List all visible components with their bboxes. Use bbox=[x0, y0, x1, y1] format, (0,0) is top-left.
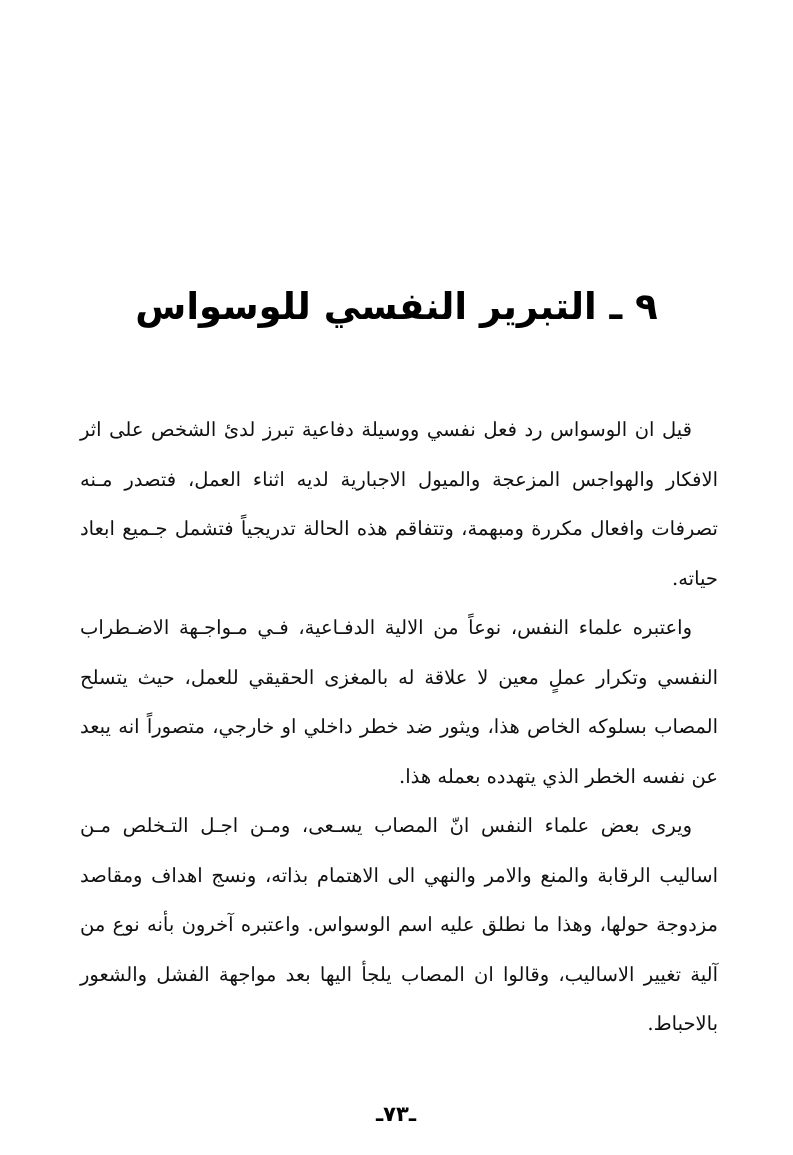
paragraph-2: واعتبره علماء النفس، نوعاً من الالية الدفـاعية، فـي مـواجـهة الاضـطراب النفسي وتكرار عملٍ معين لا علاقة له بالمغزى الحقيقي للعمل، حيث يتسلح المصاب بسلوكه الخاص هذا، ويثور ضد خطر داخلي او خارجي، متصوراً انه يبعد عن نفسه الخطر الذي يتهدده بعمله هذا. bbox=[80, 616, 718, 788]
body-text bbox=[80, 405, 718, 1049]
page-number: ـ٧٣ـ bbox=[375, 1102, 416, 1126]
paragraph-3: ويرى بعض علماء النفس انّ المصاب يسـعى، ومـن اجـل التـخلص مـن اساليب الرقابة والمنع والامر والنهي الى الاهتمام بذاته، ونسج اهداف ومقاصد مزدوجة حولها، وهذا ما نطلق عليه اسم الوسواس. واعتبره آخرون بأنه نوع من آلية تغيير الاساليب، وقالوا ان المصاب يلجأ اليها بعد مواجهة الفشل والشعور بالاحباط. bbox=[80, 814, 718, 1035]
paragraph-1: قيل ان الوسواس رد فعل نفسي ووسيلة دفاعية تبرز لدئ الشخص على اثر الافكار والهواجس المزعجة والميول الاجبارية لديه اثناء العمل، فتصدر مـنه تصرفات وافعال مكررة ومبهمة، وتتفاقم هذه الحالة تدريجياً فتشمل جـميع ابعاد حياته. bbox=[80, 418, 718, 590]
chapter-title: ٩ ـ التبرير النفسي للوسواس bbox=[135, 284, 658, 328]
